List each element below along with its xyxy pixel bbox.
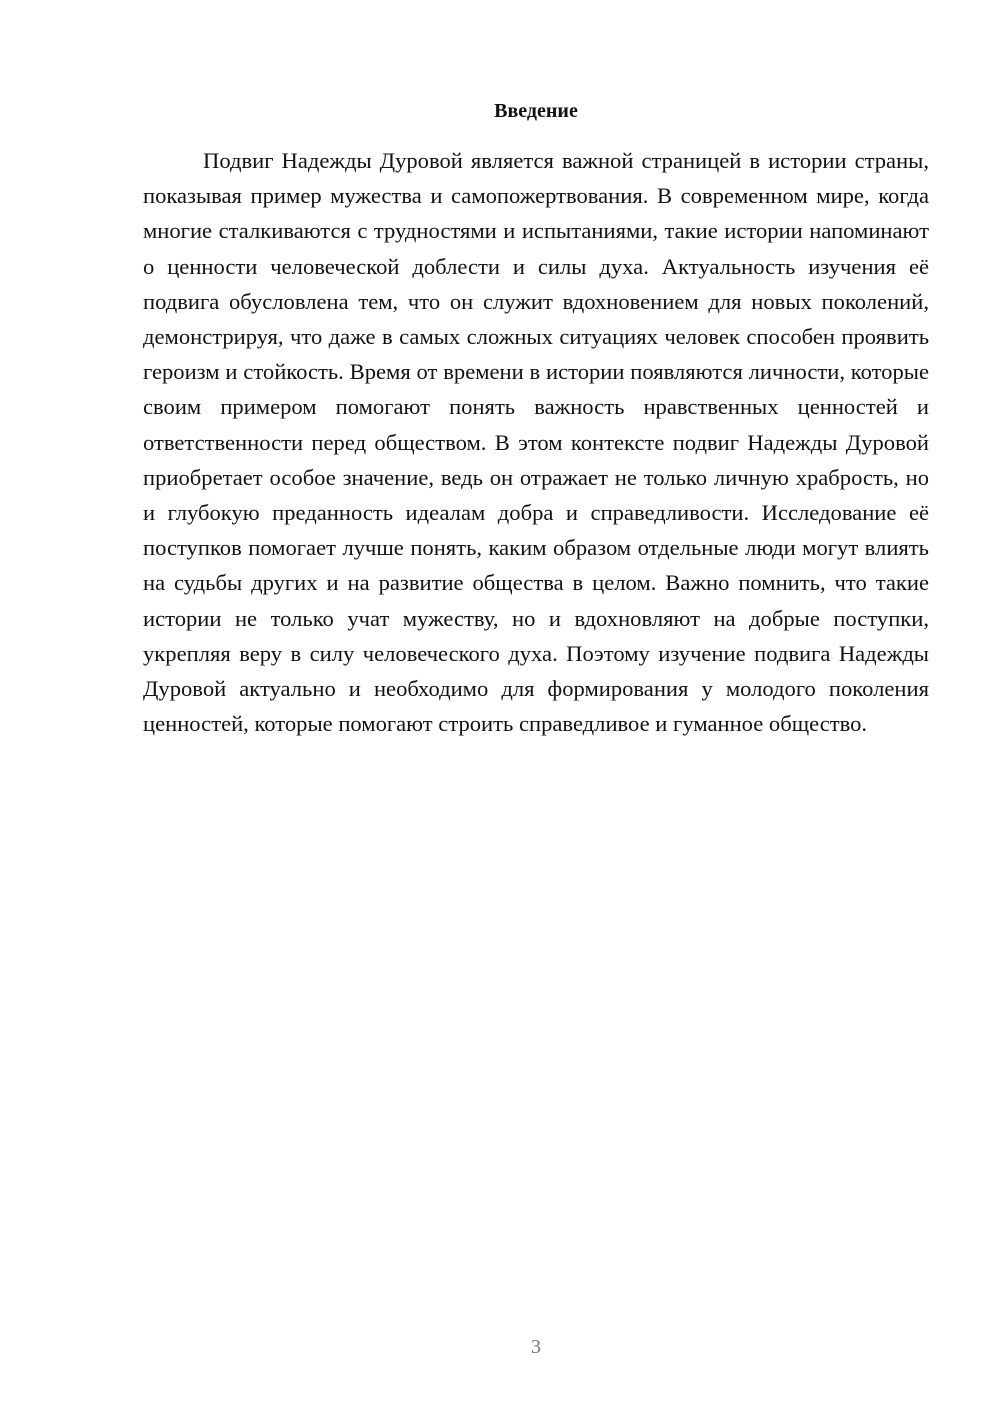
page-number: 3 [531,1336,541,1358]
section-title: Введение [494,100,578,122]
body-paragraph: Подвиг Надежды Дуровой является важной страницей в истории страны, показывая пример мужества и самопожертвования. В современном мире, когда многие сталкиваются с трудностями и испытаниями, такие истории напоминают о ценности человеческой доблести и силы духа. Актуальность изучения её подвига обусловлена тем, что он служит вдохновением для новых поколений, демонстрируя, что даже в самых сложных ситуациях человек способен проявить героизм и стойкость. Время от времени в истории появляются личности, которые своим примером помогают понять важность нравственных ценностей и ответственности перед обществом. В этом контексте подвиг Надежды Дуровой приобретает особое значение, ведь он отражает не только личную храбрость, но и глубокую преданность идеалам добра и справедливости. Исследование её поступков помогает лучше понять, каким образом отдельные люди могут влиять на судьбы других и на развитие общества в целом. Важно помнить, что такие истории не только учат мужеству, но и вдохновляют на добрые поступки, укрепляя веру в силу человеческого духа. Поэтому изучение подвига Надежды Дуровой актуально и необходимо для формирования у молодого поколения ценностей, которые помогают строить справедливое и гуманное общество. [143,148,929,737]
